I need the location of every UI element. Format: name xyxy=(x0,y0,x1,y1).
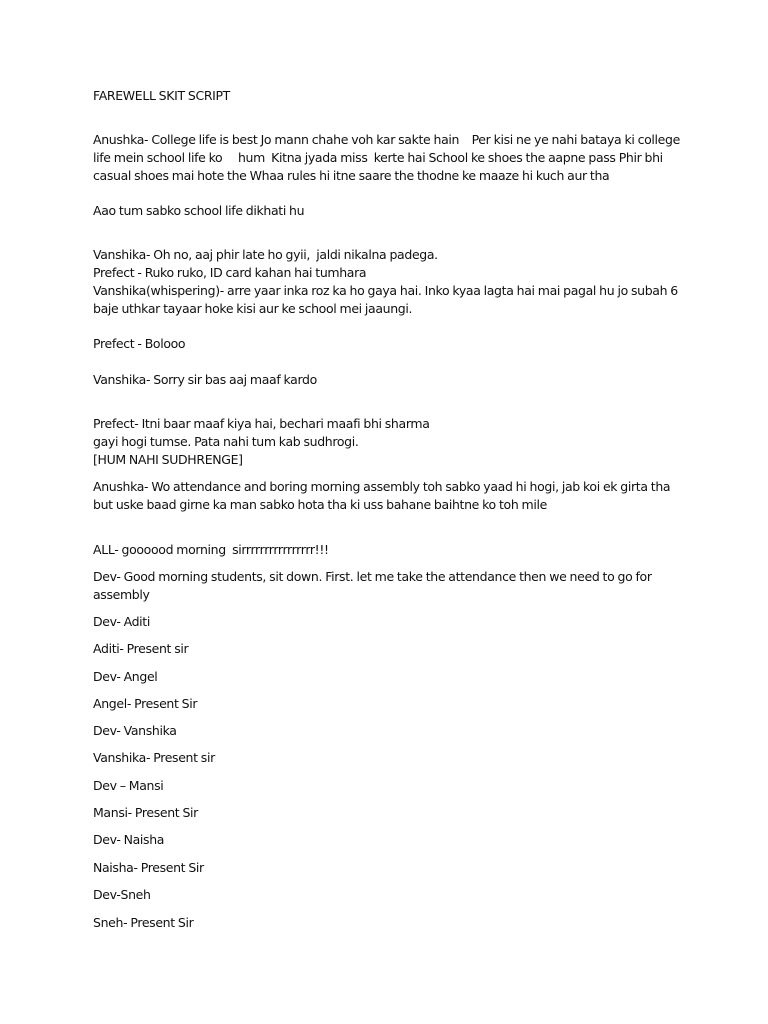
script-line: Naisha- Present Sir xyxy=(93,860,204,875)
script-line: baje uthkar tayaar hoke kisi aur ke school mei jaaungi. xyxy=(93,301,413,316)
script-line: Angel- Present Sir xyxy=(93,696,198,711)
document-title: FAREWELL SKIT SCRIPT xyxy=(93,88,230,103)
script-line: Aao tum sabko school life dikhati hu xyxy=(93,203,305,218)
script-line: Dev- Good morning students, sit down. First. let me take the attendance then we need to go for xyxy=(93,569,652,584)
script-line: Sneh- Present Sir xyxy=(93,915,194,930)
script-line: Vanshika- Present sir xyxy=(93,750,215,765)
script-line: Dev – Mansi xyxy=(93,778,164,793)
script-line: [HUM NAHI SUDHRENGE] xyxy=(93,452,243,467)
script-line: Dev- Naisha xyxy=(93,832,165,847)
script-line: Prefect - Ruko ruko, ID card kahan hai tumhara xyxy=(93,265,367,280)
script-line: Dev-Sneh xyxy=(93,887,151,902)
script-line: Prefect - Bolooo xyxy=(93,336,186,351)
script-line: Dev- Aditi xyxy=(93,614,150,629)
script-line: Vanshika- Sorry sir bas aaj maaf kardo xyxy=(93,372,317,387)
script-line: Anushka- Wo attendance and boring morning assembly toh sabko yaad hi hogi, jab koi ek girta tha xyxy=(93,479,671,494)
script-line: life mein school life ko hum Kitna jyada miss kerte hai School ke shoes the aapne pass Phir bhi xyxy=(93,150,663,165)
script-line: Mansi- Present Sir xyxy=(93,805,198,820)
script-line: casual shoes mai hote the Whaa rules hi itne saare the thodne ke maaze hi kuch aur tha xyxy=(93,168,610,183)
script-line: ALL- goooood morning sirrrrrrrrrrrrrrrr!!! xyxy=(93,542,329,557)
script-line: gayi hogi tumse. Pata nahi tum kab sudhrogi. xyxy=(93,434,359,449)
script-line: Anushka- College life is best Jo mann chahe voh kar sakte hain Per kisi ne ye nahi bataya ki college xyxy=(93,132,680,147)
script-line: Vanshika(whispering)- arre yaar inka roz ka ho gaya hai. Inko kyaa lagta hai mai pagal hu jo subah 6 xyxy=(93,283,678,298)
script-line: Vanshika- Oh no, aaj phir late ho gyii, jaldi nikalna padega. xyxy=(93,247,438,262)
script-line: Dev- Angel xyxy=(93,669,158,684)
script-line: Prefect- Itni baar maaf kiya hai, bechari maafi bhi sharma xyxy=(93,416,430,431)
script-line: Dev- Vanshika xyxy=(93,723,177,738)
script-line: but uske baad girne ka man sabko hota tha ki uss bahane baihtne ko toh mile xyxy=(93,497,547,512)
script-line: Aditi- Present sir xyxy=(93,641,189,656)
script-line: assembly xyxy=(93,587,150,602)
